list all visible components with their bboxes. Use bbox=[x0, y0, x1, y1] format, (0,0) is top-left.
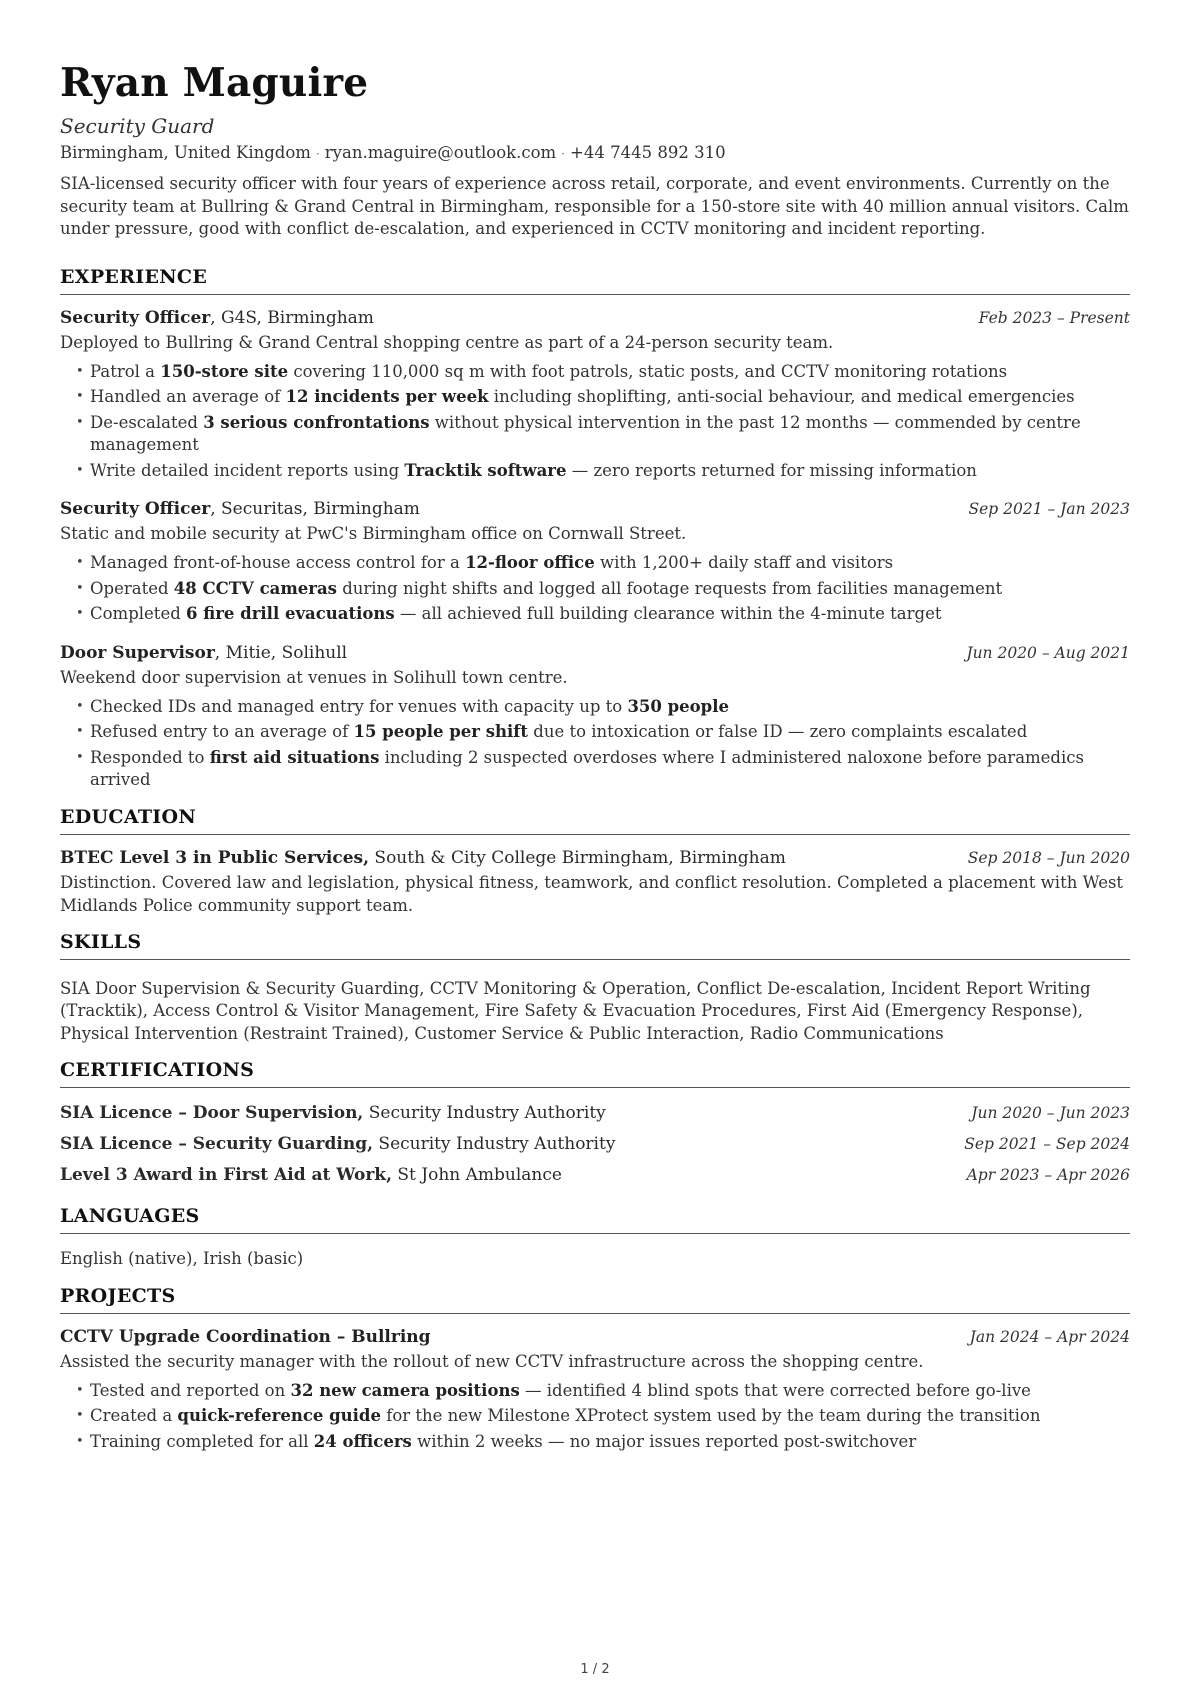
contact-separator: · bbox=[561, 147, 566, 161]
entry-description: Static and mobile security at PwC's Birmingham office on Cornwall Street. bbox=[60, 524, 687, 543]
bullet-item: • Patrol a 150-store site covering 110,000 sq m with foot patrols, static posts, and CCTV monitoring rotations bbox=[76, 361, 1130, 384]
candidate-role: Security Guard bbox=[60, 114, 215, 138]
contact-email[interactable]: ryan.maguire@outlook.com bbox=[324, 143, 557, 162]
entry-description: Deployed to Bullring & Grand Central shopping centre as part of a 24-person security team. bbox=[60, 332, 834, 352]
entry-title bbox=[60, 496, 420, 522]
entry-description: Distinction. Covered law and legislation, physical fitness, teamwork, and conflict resolution. Completed a placement with West Midlands Police community support team. bbox=[60, 872, 1124, 915]
entry-header bbox=[60, 1324, 1130, 1350]
entry-title bbox=[60, 305, 374, 331]
languages-list: English (native), Irish (basic) bbox=[60, 1249, 304, 1268]
entry-header bbox=[60, 496, 1130, 522]
bullet-item: • De-escalated 3 serious confrontations without physical intervention in the past 12 months — commended by centre management bbox=[76, 412, 1130, 457]
candidate-name: Ryan Maguire bbox=[60, 60, 369, 106]
entry-date: Sep 2018 – Jun 2020 bbox=[967, 848, 1130, 867]
cert-title: Level 3 Award in First Aid at Work, St John Ambulance bbox=[60, 1165, 562, 1185]
bullet-item: • Handled an average of 12 incidents per week including shoplifting, anti-social behaviour, and medical emergencies bbox=[76, 386, 1130, 409]
bullet-list bbox=[60, 361, 1130, 483]
job-org: , Securitas, Birmingham bbox=[210, 499, 420, 519]
experience-entry bbox=[60, 496, 1130, 626]
projects-heading: PROJECTS bbox=[60, 1285, 1130, 1314]
bullet-item: • Managed front-of-house access control for a 12-floor office with 1,200+ daily staff and visitors bbox=[76, 552, 1130, 575]
certification-item bbox=[60, 1160, 1130, 1191]
page-number: 1 / 2 bbox=[580, 1662, 610, 1677]
resume-page bbox=[60, 58, 1130, 1467]
cert-date: Apr 2023 – Apr 2026 bbox=[966, 1166, 1130, 1184]
skills-heading: SKILLS bbox=[60, 931, 1130, 960]
entry-header bbox=[60, 305, 1130, 331]
bullet-item: • Responded to first aid situations including 2 suspected overdoses where I administered naloxone before paramedics arrived bbox=[76, 747, 1130, 792]
degree-title: BTEC Level 3 in Public Services, bbox=[60, 847, 370, 868]
cert-date: Sep 2021 – Sep 2024 bbox=[964, 1135, 1130, 1153]
contact-separator: · bbox=[315, 147, 320, 161]
entry-date: Feb 2023 – Present bbox=[978, 308, 1130, 327]
project-entry bbox=[60, 1324, 1130, 1454]
entry-header bbox=[60, 845, 1130, 871]
contact-line bbox=[60, 140, 1130, 167]
entry-header bbox=[60, 640, 1130, 666]
entry-title bbox=[60, 845, 786, 871]
entry-title bbox=[60, 1324, 431, 1350]
experience-entry bbox=[60, 305, 1130, 483]
job-org: , G4S, Birmingham bbox=[210, 307, 374, 328]
certification-item bbox=[60, 1129, 1130, 1160]
contact-location: Birmingham, United Kingdom bbox=[60, 143, 311, 162]
skills-list: SIA Door Supervision & Security Guarding, CCTV Monitoring & Operation, Conflict De-escalation, Incident Report Writing (Tracktik), Access Control & Visitor Management, Fire Safety & Evacuation Procedures, First Aid (Emergency Response), Physical Intervention (Restraint Trained), Customer Service & Public Interaction, Radio Communications bbox=[60, 978, 1091, 1043]
education-heading: EDUCATION bbox=[60, 806, 1130, 835]
job-title: Door Supervisor bbox=[60, 642, 215, 663]
job-org: , Mitie, Solihull bbox=[214, 642, 348, 663]
entry-description: Weekend door supervision at venues in Solihull town centre. bbox=[60, 667, 568, 687]
job-title: Security Officer bbox=[60, 499, 211, 519]
cert-title: SIA Licence – Door Supervision, Security Industry Authority bbox=[60, 1103, 606, 1123]
certifications-heading: CERTIFICATIONS bbox=[60, 1059, 1130, 1088]
education-entry bbox=[60, 845, 1130, 917]
entry-date: Jun 2020 – Aug 2021 bbox=[966, 643, 1130, 662]
bullet-item: • Training completed for all 24 officers within 2 weeks — no major issues reported post-switchover bbox=[76, 1431, 1130, 1454]
bullet-list bbox=[60, 1380, 1130, 1454]
bullet-item: • Tested and reported on 32 new camera positions — identified 4 blind spots that were corrected before go-live bbox=[76, 1380, 1130, 1403]
contact-phone[interactable]: +44 7445 892 310 bbox=[570, 143, 726, 162]
cert-date: Jun 2020 – Jun 2023 bbox=[971, 1104, 1130, 1122]
entry-date: Jan 2024 – Apr 2024 bbox=[969, 1327, 1130, 1346]
project-title: CCTV Upgrade Coordination – Bullring bbox=[60, 1326, 431, 1347]
entry-description: Assisted the security manager with the rollout of new CCTV infrastructure across the shopping centre. bbox=[60, 1351, 924, 1371]
bullet-item: • Operated 48 CCTV cameras during night shifts and logged all footage requests from facilities management bbox=[76, 578, 1130, 601]
job-title: Security Officer bbox=[60, 307, 211, 328]
bullet-item: • Completed 6 fire drill evacuations — all achieved full building clearance within the 4-minute target bbox=[76, 603, 1130, 626]
certification-item bbox=[60, 1098, 1130, 1129]
experience-heading: EXPERIENCE bbox=[60, 266, 1130, 295]
bullet-item: • Created a quick-reference guide for the new Milestone XProtect system used by the team during the transition bbox=[76, 1405, 1130, 1428]
experience-entry bbox=[60, 640, 1130, 792]
languages-heading: LANGUAGES bbox=[60, 1205, 1130, 1234]
profile-summary: SIA-licensed security officer with four years of experience across retail, corporate, and event environments. Currently on the security team at Bullring & Grand Central in Birmingham, responsible for a 150-store site with 40 million annual visitors. Calm under pressure, good with conflict de-escalation, and experienced in CCTV monitoring and incident reporting. bbox=[60, 174, 1129, 238]
bullet-list bbox=[60, 696, 1130, 792]
bullet-item: • Write detailed incident reports using Tracktik software — zero reports returned for missing information bbox=[76, 460, 1130, 483]
bullet-item: • Refused entry to an average of 15 people per shift due to intoxication or false ID — zero complaints escalated bbox=[76, 721, 1130, 744]
bullet-item: • Checked IDs and managed entry for venues with capacity up to 350 people bbox=[76, 696, 1130, 719]
entry-date: Sep 2021 – Jan 2023 bbox=[968, 500, 1130, 518]
entry-title bbox=[60, 640, 347, 666]
school-name: South & City College Birmingham, Birmingham bbox=[369, 847, 786, 868]
bullet-list bbox=[60, 552, 1130, 626]
cert-title: SIA Licence – Security Guarding, Security Industry Authority bbox=[60, 1134, 616, 1154]
